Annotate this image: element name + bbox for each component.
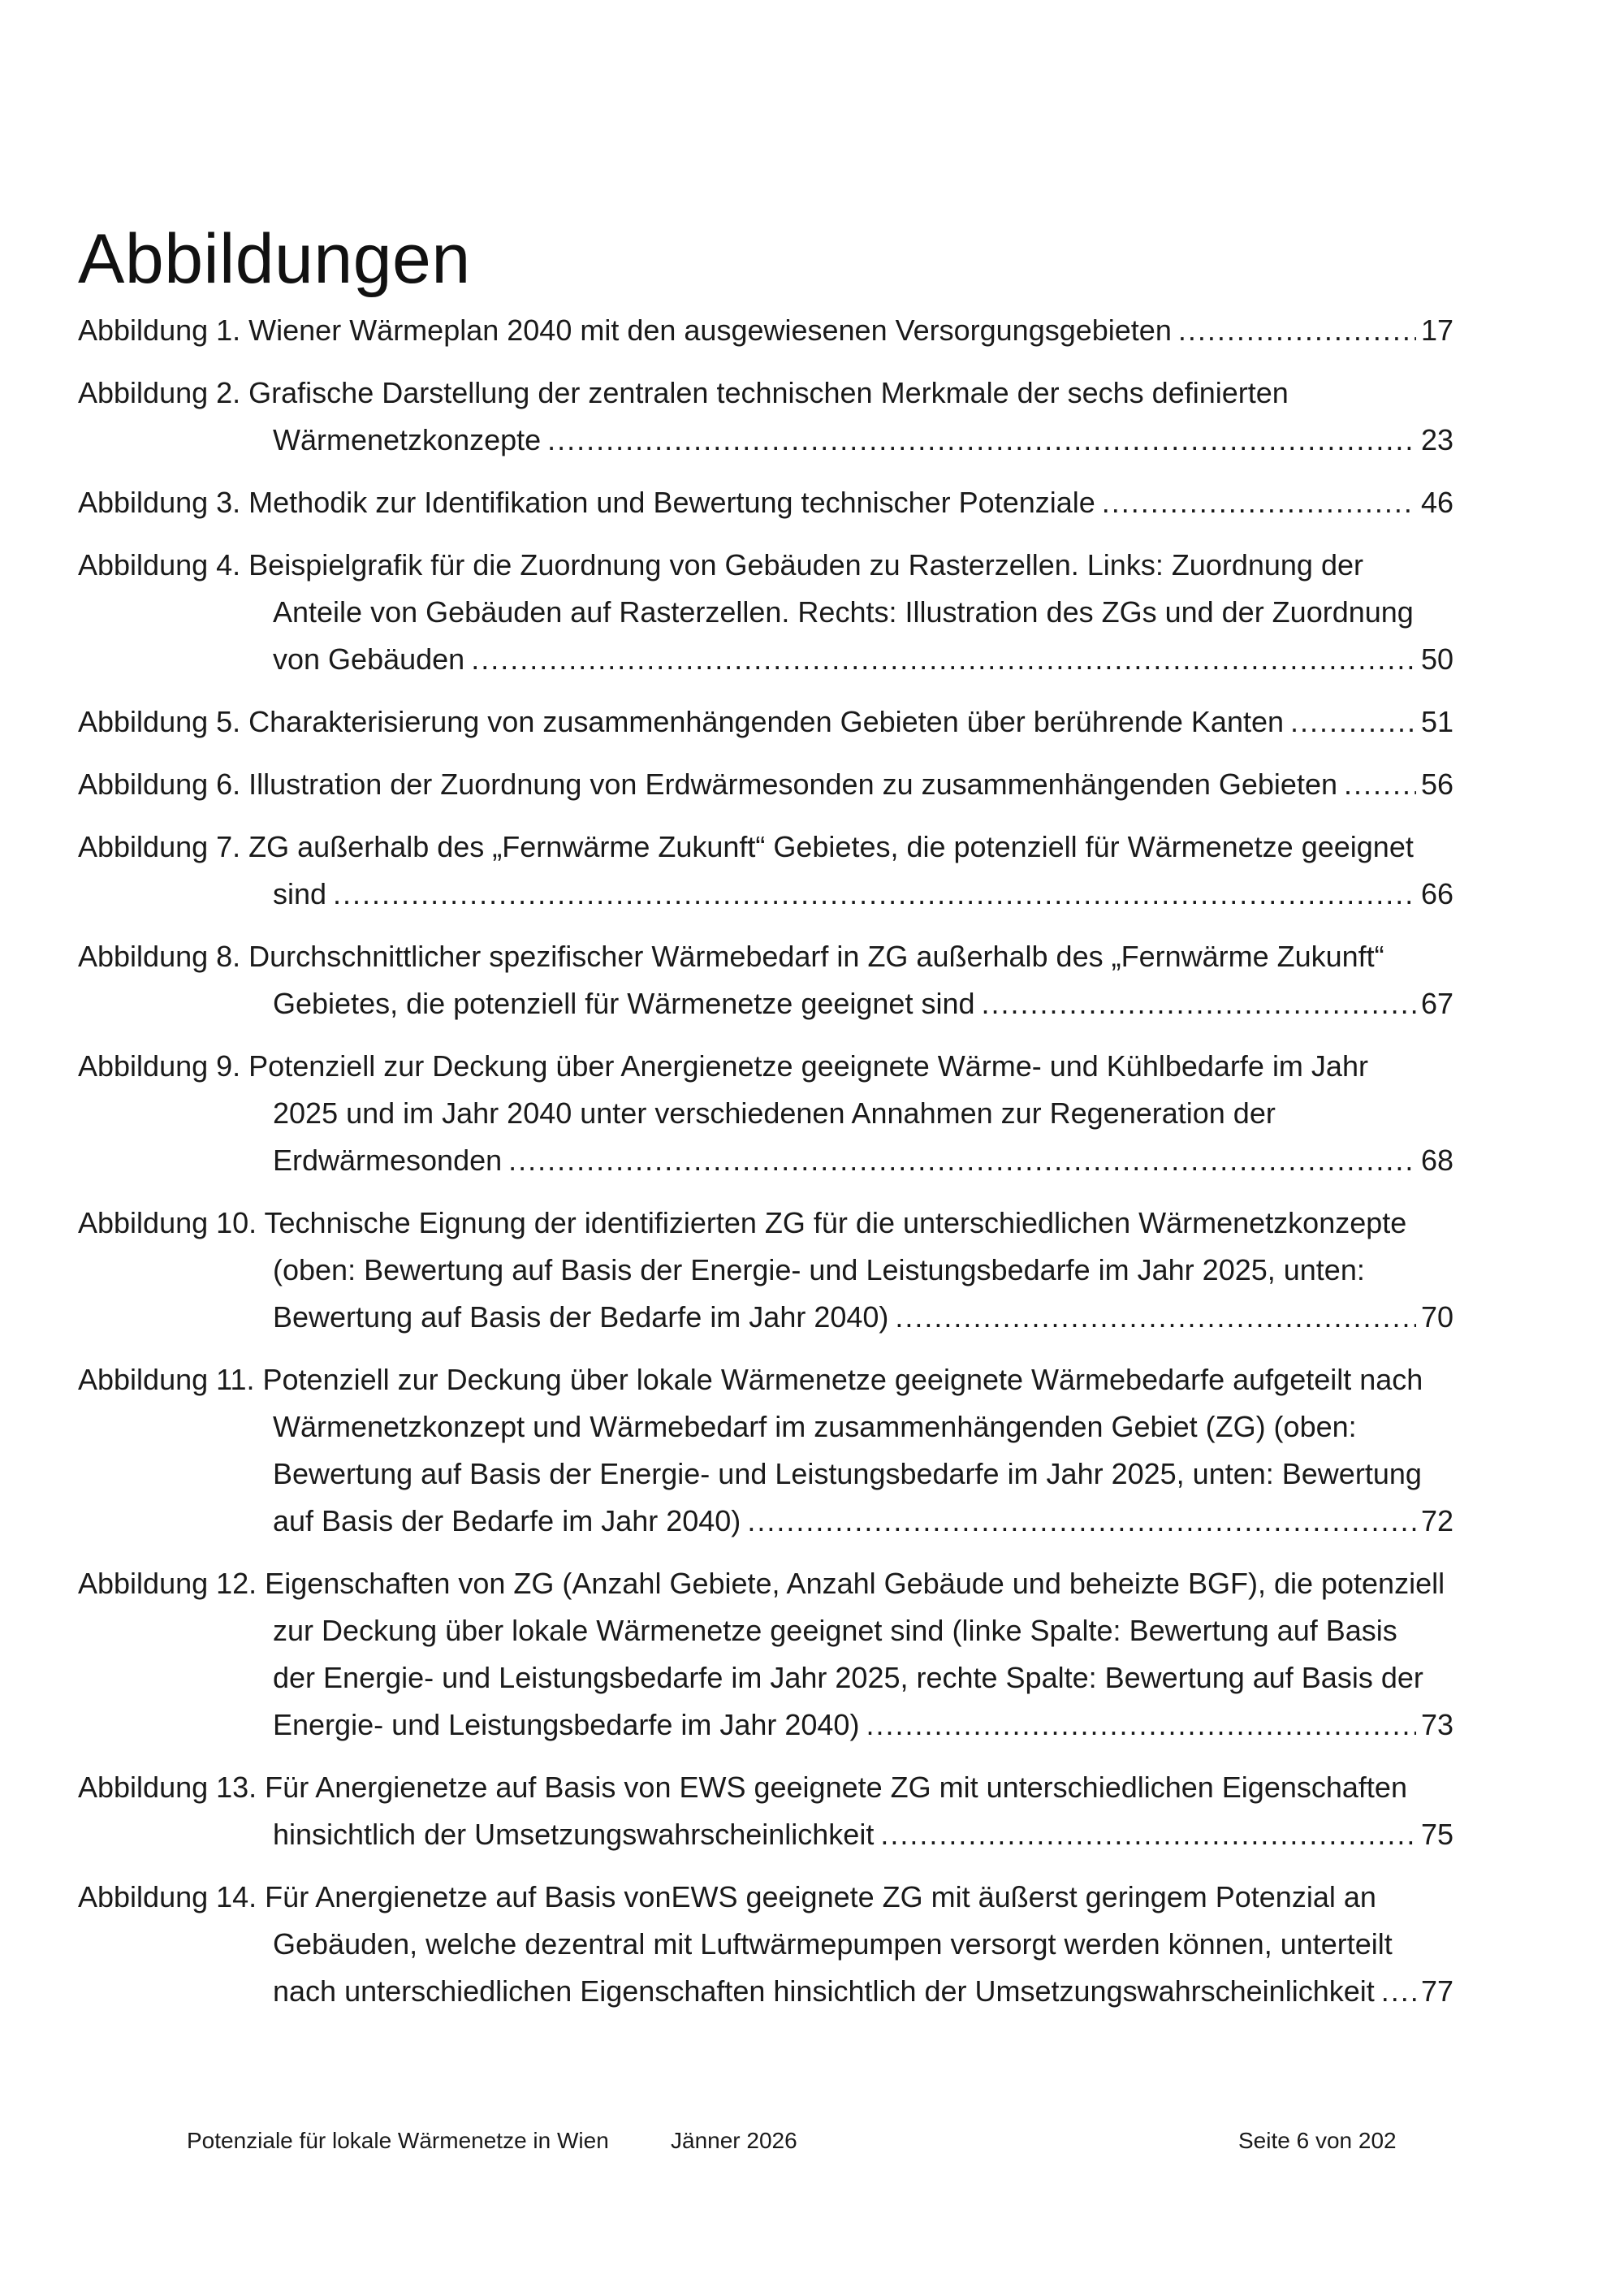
figure-entry-continuation-line [78,1498,1453,1545]
figure-entry-text: Wärmenetzkonzepte [273,423,542,456]
figure-entry[interactable] [78,1200,1453,1341]
figure-entry-text: Erdwärmesonden [273,1144,503,1177]
figure-entry-page-number[interactable]: 66 [1420,877,1453,910]
figure-entry-text: Gebietes, die potenziell für Wärmenetze geeignet sind [273,987,975,1020]
figure-entry-page-number[interactable]: 68 [1420,1144,1453,1177]
figure-entry-first-line [78,1356,1453,1403]
figure-entry[interactable] [78,1764,1453,1858]
figure-entry[interactable] [78,1560,1453,1749]
figure-entry-continuation-line [78,1247,1453,1294]
figure-entry-page-number[interactable]: 70 [1420,1300,1453,1334]
figure-entry[interactable] [78,1874,1453,2015]
figure-entry-page-number[interactable]: 75 [1420,1818,1453,1851]
figure-entry-page-number[interactable]: 77 [1420,1974,1453,2008]
figure-entry-text: (oben: Bewertung auf Basis der Energie- und Leistungsbedarfe im Jahr 2025, unten: [273,1253,1365,1286]
figure-entry-continuation-line [78,1968,1453,2015]
figure-entry-page-number[interactable]: 46 [1420,486,1453,519]
figure-entry-first-line [78,370,1453,417]
dot-leader [333,871,1416,918]
dot-leader [1381,1968,1416,2015]
figure-entry-text: Abbildung 6. Illustration der Zuordnung von Erdwärmesonden zu zusammenhängenden Gebieten [78,767,1337,801]
dot-leader [508,1137,1416,1184]
figure-list [78,307,1453,2030]
footer-page-info: Seite 6 von 202 [1238,2128,1397,2153]
figure-entry-first-line [78,824,1453,871]
figure-entry-continuation-line [78,1090,1453,1137]
figure-entry[interactable] [78,933,1453,1027]
figure-entry[interactable] [78,1043,1453,1184]
figure-entry-text: Anteile von Gebäuden auf Rasterzellen. Rechts: Illustration des ZGs und der Zuordnung [273,595,1414,629]
footer-document-title: Potenziale für lokale Wärmenetze in Wien [187,2128,609,2153]
figure-entry-continuation-line [78,1811,1453,1858]
figure-entry-text: nach unterschiedlichen Eigenschaften hinsichtlich der Umsetzungswahrscheinlichkeit [273,1974,1375,2008]
figure-entry[interactable] [78,824,1453,918]
dot-leader [880,1811,1416,1858]
figure-entry-text: Bewertung auf Basis der Energie- und Leistungsbedarfe im Jahr 2025, unten: Bewertung [273,1457,1422,1490]
figure-entry-text: sind [273,877,327,910]
figure-entry[interactable] [78,698,1453,746]
figure-entry-continuation-line [78,589,1453,636]
figure-entry-page-number[interactable]: 72 [1420,1504,1453,1537]
figure-entry-text: Abbildung 14. Für Anergienetze auf Basis vonEWS geeignete ZG mit äußerst geringem Potenzial an [78,1880,1376,1913]
dot-leader [895,1294,1416,1341]
figure-entry-continuation-line [78,1921,1453,1968]
figure-entry[interactable] [78,307,1453,354]
figure-entry-continuation-line [78,980,1453,1027]
dot-leader [747,1498,1416,1545]
figure-entry-continuation-line [78,636,1453,683]
dot-leader [1290,698,1416,746]
figure-entry-text: Abbildung 5. Charakterisierung von zusammenhängenden Gebieten über berührende Kanten [78,705,1285,738]
figure-entry-continuation-line [78,871,1453,918]
figure-entry-page-number[interactable]: 73 [1420,1708,1453,1741]
figure-entry-text: Wärmenetzkonzept und Wärmebedarf im zusammenhängenden Gebiet (ZG) (oben: [273,1410,1357,1443]
figure-entry-text: Abbildung 2. Grafische Darstellung der zentralen technischen Merkmale der sechs definierten [78,376,1289,409]
figure-entry-first-line [78,698,1453,746]
figure-entry-page-number[interactable]: 67 [1420,987,1453,1020]
figure-entry-text: Abbildung 1. Wiener Wärmeplan 2040 mit den ausgewiesenen Versorgungsgebieten [78,313,1172,347]
figure-entry-first-line [78,1200,1453,1247]
figure-entry-text: Abbildung 11. Potenziell zur Deckung über lokale Wärmenetze geeignete Wärmebedarfe aufgeteilt nach [78,1363,1423,1396]
dot-leader [982,980,1416,1027]
figure-entry-text: Abbildung 9. Potenziell zur Deckung über Anergienetze geeignete Wärme- und Kühlbedarfe im Jahr [78,1049,1368,1083]
figure-entry-text: hinsichtlich der Umsetzungswahrscheinlichkeit [273,1818,875,1851]
figure-entry-page-number[interactable]: 56 [1420,767,1453,801]
figure-entry-text: Abbildung 10. Technische Eignung der identifizierten ZG für die unterschiedlichen Wärmenetzkonzepte [78,1206,1407,1239]
figure-entry-first-line [78,1764,1453,1811]
figure-entry-continuation-line [78,1403,1453,1451]
figure-entry[interactable] [78,370,1453,464]
dot-leader [471,636,1416,683]
dot-leader [1102,479,1416,526]
figure-entry-text: Abbildung 13. Für Anergienetze auf Basis von EWS geeignete ZG mit unterschiedlichen Eigenschaften [78,1771,1407,1804]
figure-entry-page-number[interactable]: 51 [1420,705,1453,738]
dot-leader [866,1701,1416,1749]
figure-entry-text: auf Basis der Bedarfe im Jahr 2040) [273,1504,741,1537]
figure-entry-text: Abbildung 3. Methodik zur Identifikation und Bewertung technischer Potenziale [78,486,1095,519]
figure-entry-text: der Energie- und Leistungsbedarfe im Jahr 2025, rechte Spalte: Bewertung auf Basis der [273,1661,1423,1694]
figure-entry-first-line [78,479,1453,526]
dot-leader [547,417,1416,464]
figure-entry-continuation-line [78,1701,1453,1749]
figure-entry[interactable] [78,479,1453,526]
footer-date: Jänner 2026 [671,2128,797,2153]
figure-entry-first-line [78,1874,1453,1921]
figure-entry-first-line [78,542,1453,589]
figure-entry-first-line [78,307,1453,354]
dot-leader [1178,307,1416,354]
figure-entry-first-line [78,1560,1453,1607]
figure-entry-continuation-line [78,1607,1453,1654]
figure-entry[interactable] [78,761,1453,808]
figure-entry-first-line [78,1043,1453,1090]
figure-entry-text: Abbildung 12. Eigenschaften von ZG (Anzahl Gebiete, Anzahl Gebäude und beheizte BGF), die potenziell [78,1567,1445,1600]
figure-entry-text: Abbildung 7. ZG außerhalb des „Fernwärme Zukunft“ Gebietes, die potenziell für Wärmenetze geeignet [78,830,1414,863]
figure-entry[interactable] [78,542,1453,683]
page-title: Abbildungen [78,219,471,298]
figure-entry-text: Bewertung auf Basis der Bedarfe im Jahr 2040) [273,1300,889,1334]
figure-entry[interactable] [78,1356,1453,1545]
figure-entry-first-line [78,933,1453,980]
figure-entry-text: 2025 und im Jahr 2040 unter verschiedenen Annahmen zur Regeneration der [273,1096,1276,1130]
figure-entry-page-number[interactable]: 17 [1420,313,1453,347]
figure-entry-text: Energie- und Leistungsbedarfe im Jahr 2040) [273,1708,860,1741]
dot-leader [1344,761,1416,808]
figure-entry-first-line [78,761,1453,808]
figure-entry-continuation-line [78,1654,1453,1701]
figure-entry-text: zur Deckung über lokale Wärmenetze geeignet sind (linke Spalte: Bewertung auf Basis [273,1614,1397,1647]
figure-entry-continuation-line [78,417,1453,464]
figure-entry-text: Gebäuden, welche dezentral mit Luftwärmepumpen versorgt werden können, unterteilt [273,1927,1393,1961]
figure-entry-text: von Gebäuden [273,642,465,676]
figure-entry-text: Abbildung 4. Beispielgrafik für die Zuordnung von Gebäuden zu Rasterzellen. Links: Zuordnung der [78,548,1363,582]
figure-entry-page-number[interactable]: 50 [1420,642,1453,676]
figure-entry-page-number[interactable]: 23 [1420,423,1453,456]
figure-entry-continuation-line [78,1294,1453,1341]
figure-entry-continuation-line [78,1451,1453,1498]
figure-entry-continuation-line [78,1137,1453,1184]
figure-entry-text: Abbildung 8. Durchschnittlicher spezifischer Wärmebedarf in ZG außerhalb des „Fernwärme Zukunft“ [78,940,1384,973]
